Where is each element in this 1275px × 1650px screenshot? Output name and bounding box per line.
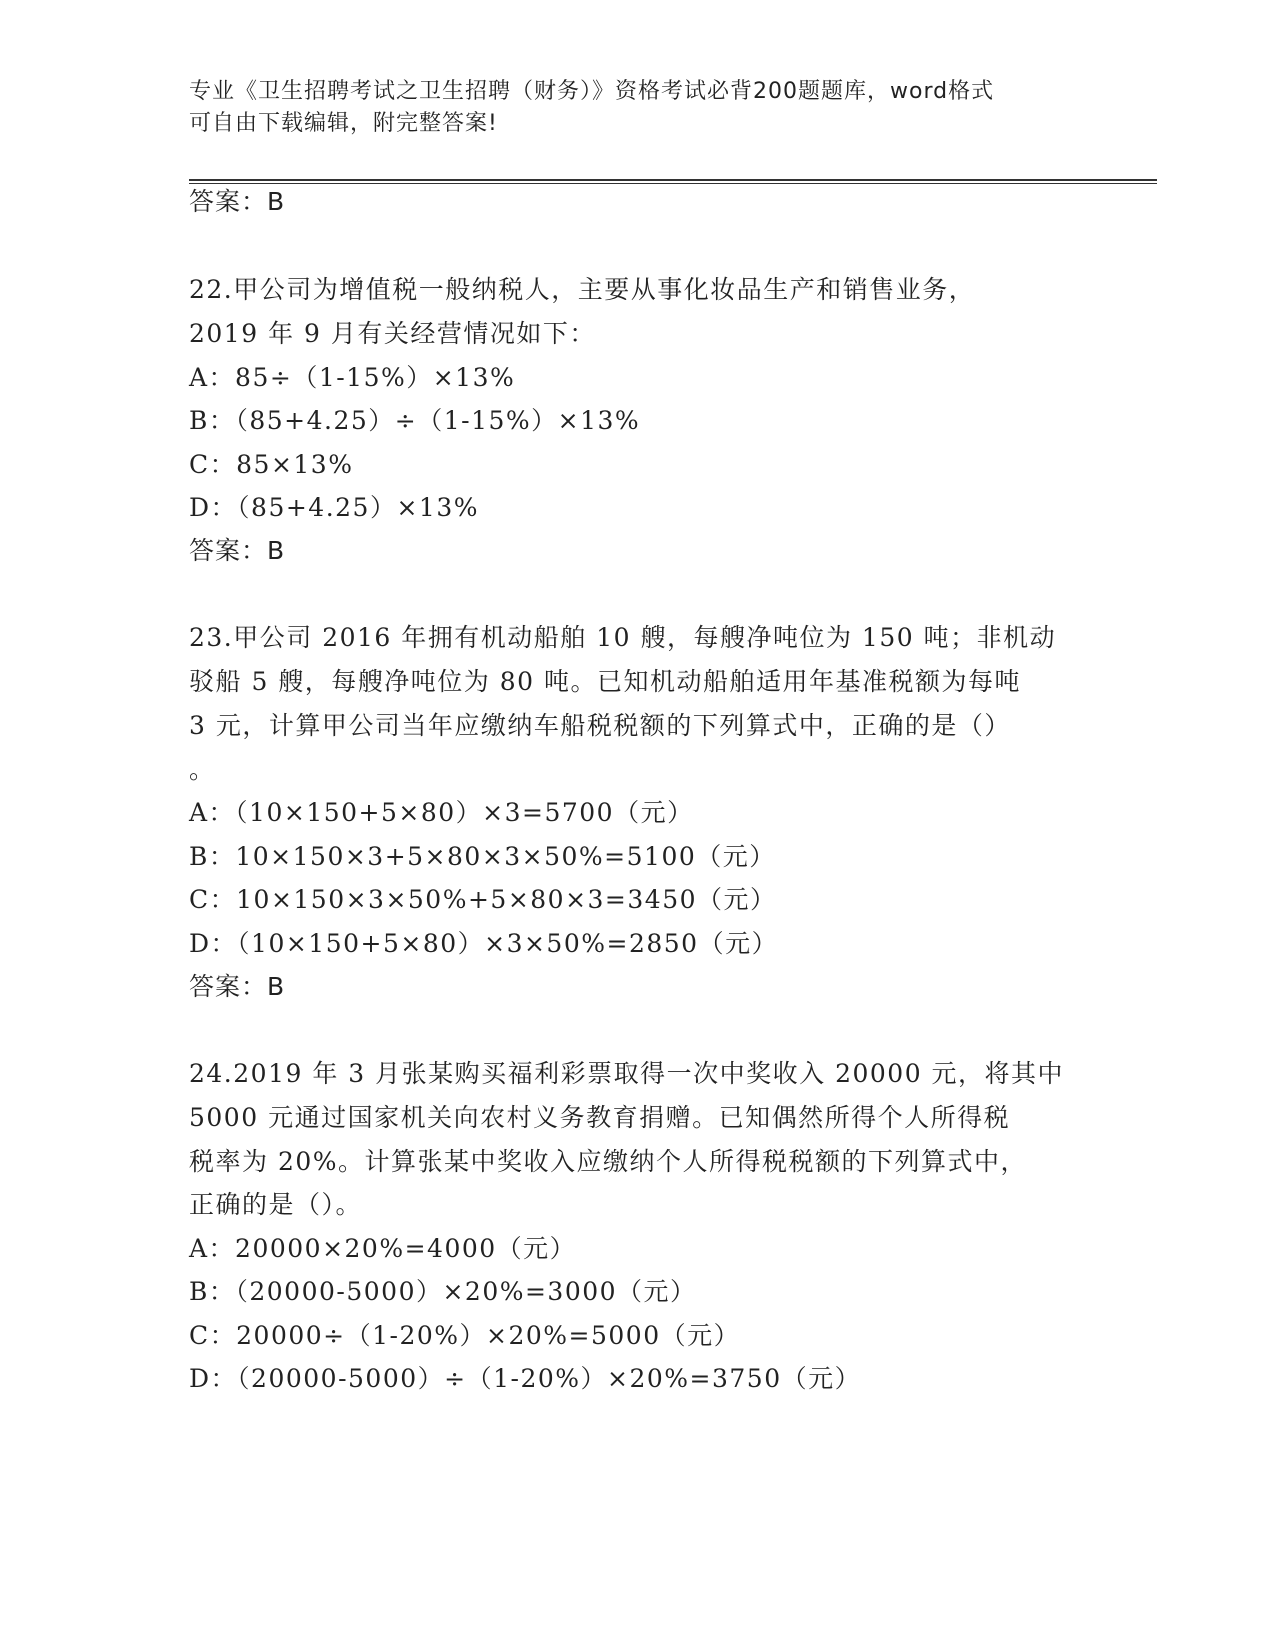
q24-stem-line-3: 税率为 20%。计算张某中奖收入应缴纳个人所得税税额的下列算式中， [189, 1147, 1028, 1176]
header-title-line-1: 专业《卫生招聘考试之卫生招聘（财务）》资格考试必背200题题库，word格式 [189, 79, 995, 104]
q24-option-c: C：20000÷（1-20%）×20%=5000（元） [189, 1321, 741, 1350]
q24-stem-line-1: 24.2019 年 3 月张某购买福利彩票取得一次中奖收入 20000 元，将其中 [189, 1059, 1065, 1088]
q22-answer: 答案：B [189, 536, 286, 565]
q23-stem-line-4: 。 [189, 755, 216, 784]
q22-option-d: D：（85+4.25）×13% [189, 493, 479, 522]
q24-option-b: B：（20000-5000）×20%=3000（元） [189, 1277, 697, 1306]
q23-stem-line-3: 3 元，计算甲公司当年应缴纳车船税税额的下列算式中，正确的是（） [189, 711, 1011, 740]
document-header [189, 76, 1089, 140]
q22-option-c: C：85×13% [189, 450, 354, 479]
q22-option-a: A：85÷（1-15%）×13% [189, 363, 516, 392]
q22-stem-line-2: 2019 年 9 月有关经营情况如下： [189, 319, 596, 348]
q24-option-d: D：（20000-5000）÷（1-20%）×20%=3750（元） [189, 1364, 862, 1393]
header-divider [189, 179, 1157, 184]
q23-option-b: B：10×150×3+5×80×3×50%=5100（元） [189, 842, 776, 871]
q23-option-d: D：（10×150+5×80）×3×50%=2850（元） [189, 929, 779, 958]
q23-stem-line-1: 23.甲公司 2016 年拥有机动船舶 10 艘，每艘净吨位为 150 吨；非机动 [189, 623, 1057, 652]
header-title-line-2: 可自由下载编辑，附完整答案! [189, 111, 498, 136]
q23-option-c: C：10×150×3×50%+5×80×3=3450（元） [189, 885, 777, 914]
q24-stem-line-2: 5000 元通过国家机关向农村义务教育捐赠。已知偶然所得个人所得税 [189, 1103, 1011, 1132]
q23-stem-line-2: 驳船 5 艘，每艘净吨位为 80 吨。已知机动船舶适用年基准税额为每吨 [189, 667, 1022, 696]
q22-option-b: B：（85+4.25）÷（1-15%）×13% [189, 406, 641, 435]
q22-stem-line-1: 22.甲公司为增值税一般纳税人，主要从事化妆品生产和销售业务， [189, 275, 976, 304]
answer-previous: 答案：B [189, 187, 286, 216]
q23-answer: 答案：B [189, 972, 286, 1001]
q24-option-a: A：20000×20%=4000（元） [189, 1234, 577, 1263]
q23-option-a: A：（10×150+5×80）×3=5700（元） [189, 798, 694, 827]
q24-stem-line-4: 正确的是（）。 [189, 1190, 363, 1219]
